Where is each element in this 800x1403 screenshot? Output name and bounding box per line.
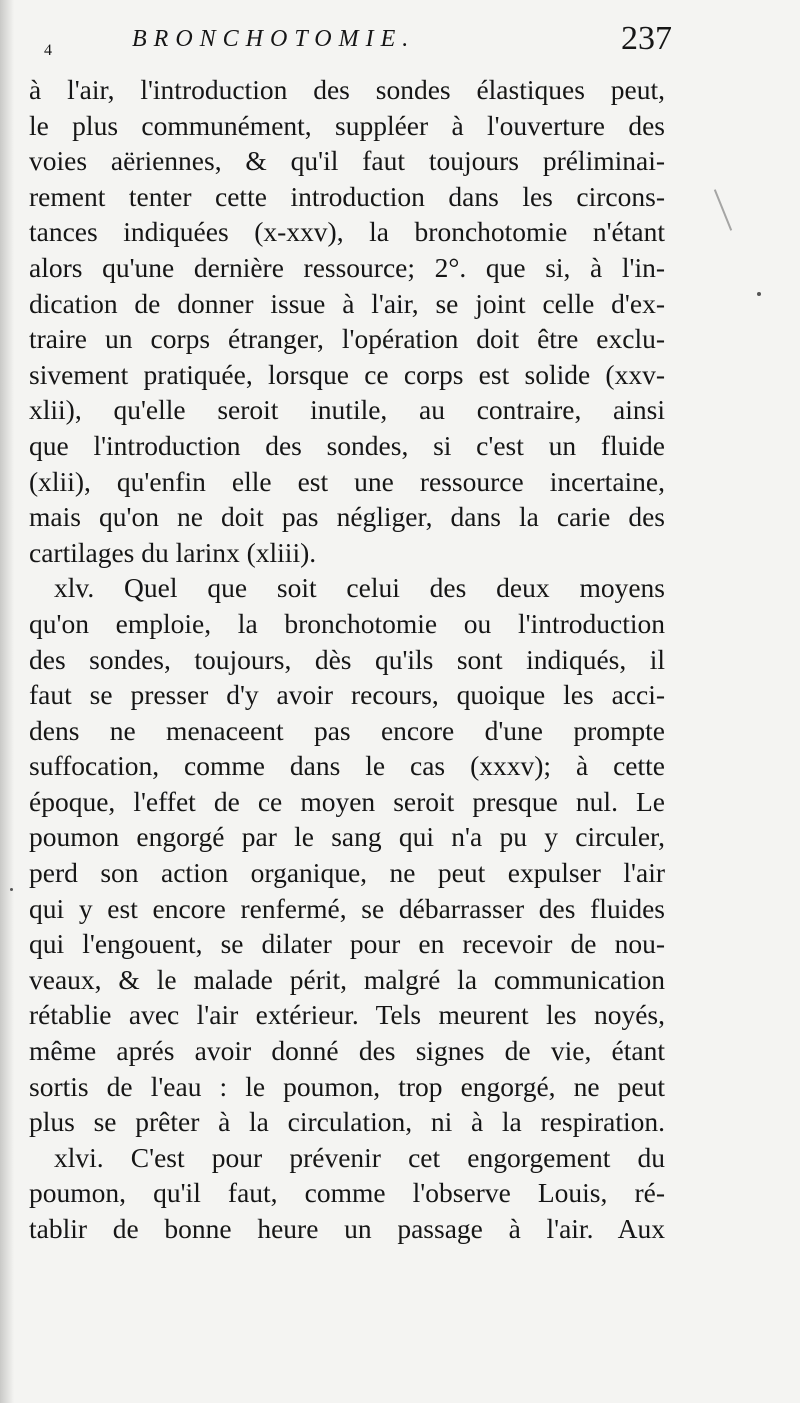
text-line: poumon engorgé par le sang qui n'a pu y circuler,	[29, 821, 665, 853]
paper-mark	[714, 189, 732, 231]
header-mark: 4	[44, 42, 52, 59]
text-line: voies aëriennes, & qu'il faut toujours préliminai-	[29, 145, 665, 177]
page-number: 237	[621, 20, 672, 57]
spine-shadow	[0, 0, 14, 1403]
text-line: dication de donner issue à l'air, se joint celle d'ex-	[29, 287, 665, 319]
text-line: époque, l'effet de ce moyen seroit presque nul. Le	[29, 785, 665, 817]
text-line: cartilages du larinx (xliii).	[29, 536, 317, 568]
text-line: qui y est encore renfermé, se débarrasser des fluides	[29, 892, 665, 924]
text-line: sivement pratiquée, lorsque ce corps est solide (xxv-	[29, 358, 665, 390]
text-line: tances indiquées (x-xxv), la bronchotomie n'étant	[29, 216, 665, 248]
text-line: sortis de l'eau : le poumon, trop engorgé, ne peut	[29, 1070, 665, 1102]
page-header	[22, 18, 672, 74]
ink-speck	[757, 292, 761, 296]
text-line: que l'introduction des sondes, si c'est un fluide	[29, 429, 665, 461]
text-line: (xlii), qu'enfin elle est une ressource incertaine,	[29, 465, 665, 497]
text-line: xlii), qu'elle seroit inutile, au contraire, ainsi	[29, 394, 665, 426]
text-line: veaux, & le malade périt, malgré la communication	[29, 963, 665, 995]
text-line: qui l'engouent, se dilater pour en recevoir de nou-	[29, 928, 665, 960]
text-line: traire un corps étranger, l'opération doit être exclu-	[29, 323, 665, 355]
text-line: plus se prêter à la circulation, ni à la respiration.	[29, 1106, 665, 1138]
text-line: faut se presser d'y avoir recours, quoique les acci-	[29, 679, 665, 711]
text-line: rement tenter cette introduction dans les circons-	[29, 180, 665, 212]
ink-speck	[10, 888, 13, 891]
paragraph-start-line: xlv. Quel que soit celui des deux moyens	[54, 572, 665, 604]
body-text	[29, 72, 665, 1247]
text-line: mais qu'on ne doit pas négliger, dans la carie des	[29, 501, 665, 533]
text-line: qu'on emploie, la bronchotomie ou l'introduction	[29, 607, 665, 639]
paragraph-start-line: xlvi. C'est pour prévenir cet engorgement du	[54, 1141, 665, 1173]
text-line: même aprés avoir donné des signes de vie, étant	[29, 1035, 665, 1067]
text-line: rétablie avec l'air extérieur. Tels meurent les noyés,	[29, 999, 665, 1031]
text-line: à l'air, l'introduction des sondes élastiques peut,	[29, 74, 665, 105]
text-line: tablir de bonne heure un passage à l'air. Aux	[29, 1213, 665, 1244]
text-line: dens ne menaceent pas encore d'une prompte	[29, 714, 665, 746]
text-line: alors qu'une dernière ressource; 2°. que si, à l'in-	[29, 251, 665, 283]
text-line: des sondes, toujours, dès qu'ils sont indiqués, il	[29, 643, 665, 675]
text-line: le plus communément, suppléer à l'ouverture des	[29, 109, 665, 141]
text-line: poumon, qu'il faut, comme l'observe Louis, ré-	[29, 1177, 665, 1209]
text-line: perd son action organique, ne peut expulser l'air	[29, 857, 665, 889]
text-line: suffocation, comme dans le cas (xxxv); à cette	[29, 750, 665, 782]
running-title: BRONCHOTOMIE.	[132, 26, 416, 52]
